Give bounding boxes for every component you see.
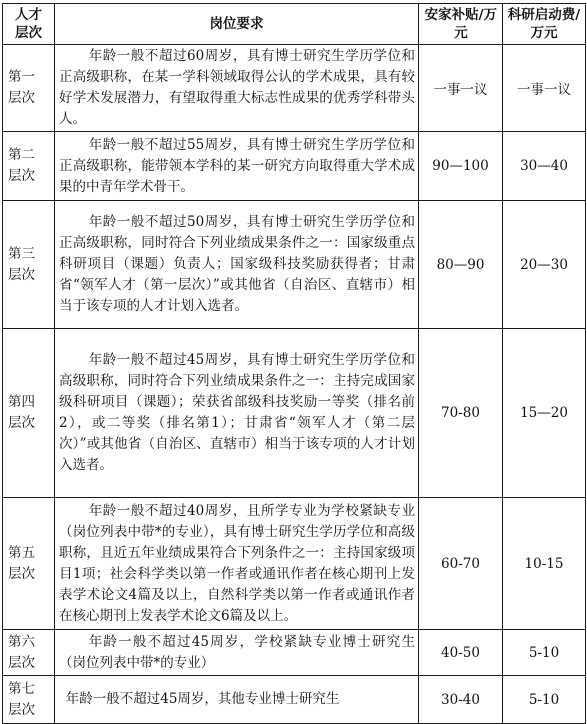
research-fund-cell: 5-10 <box>503 630 586 676</box>
requirement-text: 年龄一般不超过45周岁，具有博士研究生学历学位和高级职称，同时符合下列业绩成果条件之一：主持完成国家级科研项目（课题）；荣获省部级科技奖励一等奖（排名前2），或二等奖（排名第1）；甘肃省“领军人才（第二层次）”或其他省（自治区、直辖市）相当于该专项的人才计划入选者。 <box>59 352 415 473</box>
header-research-fund <box>503 4 586 45</box>
requirement-cell <box>55 201 419 329</box>
requirement-cell <box>55 329 419 498</box>
level-label: 第三层次 <box>8 245 35 283</box>
research-fund-cell: 一事一议 <box>503 45 586 132</box>
subsidy-cell: 30-40 <box>419 676 503 724</box>
header-subsidy-label: 安家补贴/万元 <box>424 7 498 41</box>
requirement-text: 年龄一般不超过40周岁，且所学专业为学校紧缺专业（岗位列表中带*的专业），具有博士研究生学历学位和高级职称，且近五年业绩成果符合下列条件之一：主持国家级项目1项；社会科学类以第一作者或通讯作者在核心期刊上发表学术论文4篇及以上，自然科学类以第一作者或通讯作者在核心期刊上发表学术论文6篇及以上。 <box>59 502 415 624</box>
level-label: 第五层次 <box>8 544 35 582</box>
requirement-text: 年龄一般不超过50周岁，具有博士研究生学历学位和正高级职称，同时符合下列业绩成果条件之一：国家级重点科研项目（课题）负责人；国家级科技奖励获得者；甘肃省“领军人才（第一层次）”或其他省（自治区、直辖市）相当于该专项的人才计划入选者。 <box>59 214 415 314</box>
research-fund-cell: 30—40 <box>503 132 586 201</box>
subsidy-cell: 一事一议 <box>419 45 503 132</box>
table-row <box>3 45 586 132</box>
level-cell <box>3 676 55 724</box>
requirement-cell <box>55 132 419 201</box>
table-row <box>3 329 586 498</box>
level-cell <box>3 201 55 329</box>
level-cell <box>3 329 55 498</box>
requirement-text: 年龄一般不超过55周岁，具有博士研究生学历学位和正高级职称，能带领本学科的某一研究方向取得重大学术成果的中青年学术骨干。 <box>59 136 415 195</box>
level-label: 第一层次 <box>8 69 35 106</box>
header-requirement <box>55 4 419 45</box>
requirement-cell <box>55 498 419 630</box>
table-row <box>3 132 586 201</box>
requirement-text: 年龄一般不超过45周岁，其他专业博士研究生 <box>65 691 340 707</box>
table-row <box>3 201 586 329</box>
research-fund-cell: 10-15 <box>503 498 586 630</box>
header-subsidy <box>419 4 503 45</box>
subsidy-cell: 60-70 <box>419 498 503 630</box>
requirement-text: 年龄一般不超过45周岁，学校紧缺专业博士研究生（岗位列表中带*的专业） <box>59 633 415 671</box>
level-label: 第七层次 <box>8 680 35 718</box>
level-cell <box>3 630 55 676</box>
requirement-cell <box>55 45 419 132</box>
level-cell <box>3 45 55 132</box>
level-cell <box>3 132 55 201</box>
table-row <box>3 498 586 630</box>
header-research-fund-label: 科研启动费/万元 <box>507 7 581 41</box>
table-header <box>3 4 586 45</box>
requirement-text: 年龄一般不超过60周岁，具有博士研究生学历学位和正高级职称，在某一学科领域取得公认的学术成果，具有较好学术发展潜力，有望取得重大标志性成果的优秀学科带头人。 <box>59 48 415 127</box>
research-fund-cell: 15—20 <box>503 329 586 498</box>
research-fund-cell: 5-10 <box>503 676 586 724</box>
level-cell <box>3 498 55 630</box>
subsidy-cell: 70-80 <box>419 329 503 498</box>
subsidy-cell: 90—100 <box>419 132 503 201</box>
level-label: 第二层次 <box>8 147 35 184</box>
level-label: 第六层次 <box>8 633 35 671</box>
table-row <box>3 676 586 724</box>
header-level-label: 人才层次 <box>15 7 42 41</box>
table-body <box>3 45 586 724</box>
level-label: 第四层次 <box>8 394 35 431</box>
research-fund-cell: 20—30 <box>503 201 586 329</box>
subsidy-cell: 80—90 <box>419 201 503 329</box>
subsidy-cell: 40-50 <box>419 630 503 676</box>
requirement-cell <box>55 630 419 676</box>
header-requirement-label: 岗位要求 <box>209 16 264 32</box>
table-row <box>3 630 586 676</box>
header-level <box>3 4 55 45</box>
talent-table <box>2 3 586 724</box>
requirement-cell <box>55 676 419 724</box>
